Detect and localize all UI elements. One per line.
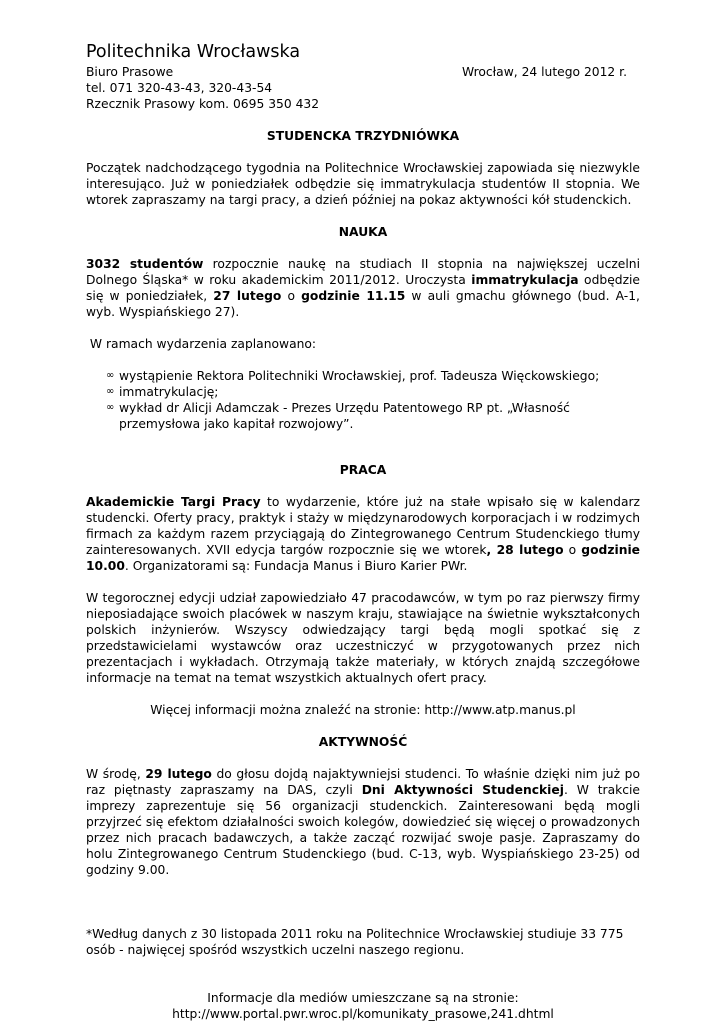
organization-name: Politechnika Wrocławska — [86, 42, 301, 62]
bold-text: Dni Aktywności Studenckiej — [361, 783, 564, 797]
document-title: STUDENCKA TRZYDNIÓWKA — [266, 129, 460, 143]
bold-text: godzinie 10.00 — [86, 543, 641, 573]
bold-text: immatrykulacja — [471, 273, 579, 287]
bold-text: godzinie 11.15 — [301, 289, 406, 303]
bold-text: 29 lutego — [145, 767, 212, 781]
bold-text: , 28 lutego — [486, 543, 564, 557]
bold-text: 3032 studentów — [86, 257, 204, 271]
spokesman-contact: Rzecznik Prasowy kom. 0695 350 432 — [86, 97, 320, 111]
praca-paragraph-2: W tegorocznej edycji udział zapowiedziało 47 pracodawców, w tym po raz pierwszy firmy nieposiadające swoich placówek w naszym kraju, stawiające na świetnie wykształconych polskich inżynierów. Wszyscy odwiedzający targi będą mogli spotkać się z przedstawicielami wystawców oraz uczestniczyć w przygotowanych przez nich prezentacjach i wykładach. Otrzymają także materiały, w których znajdą szczegółowe informacje na temat na temat wszystkich aktualnych ofert pracy. — [86, 591, 640, 685]
phone-numbers: tel. 071 320-43-43, 320-43-54 — [86, 81, 273, 95]
press-office: Biuro Prasowe — [86, 65, 174, 79]
more-info-link: Więcej informacji można znaleźć na stronie: http://www.atp.manus.pl — [150, 703, 576, 717]
section-heading-praca: PRACA — [339, 463, 387, 477]
event-list — [86, 368, 640, 432]
bold-text: 27 lutego — [213, 289, 282, 303]
infinity-bullet-icon: ∞ — [106, 402, 115, 413]
aktywnosc-paragraph: W środę, 29 lutego do głosu dojdą najaktywniejsi studenci. To właśnie dzięki nim już po raz piętnasty zapraszamy na DAS, czyli Dni Aktywności Studenckiej. W trakcie imprezy zaprezentuje się 56 organizacji studenckich. Zainteresowani będą mogli przyjrzeć się efektom działalności swoich kolegów, dowiedzieć się więcej o prowadzonych przez nich pracach badawczych, a także zacząć rozwijać swoje pasje. Zapraszamy do holu Zintegrowanego Centrum Studenckiego (bud. C-13, wyb. Wyspiańskiego 23-25) od godziny 9.00. — [86, 767, 640, 877]
bold-text: Akademickie Targi Pracy — [86, 495, 261, 509]
press-release — [86, 40, 640, 1022]
list-item: ∞ wykład dr Alicji Adamczak - Prezes Urzędu Patentowego RP pt. „Własność przemysłowa jako kapitał rozwojowy”. — [106, 401, 570, 431]
list-item: ∞ wystąpienie Rektora Politechniki Wrocławskiej, prof. Tadeusza Więckowskiego; — [106, 369, 600, 383]
section-heading-nauka: NAUKA — [338, 225, 388, 239]
section-heading-aktywnosc: AKTYWNOŚĆ — [318, 735, 408, 749]
footer-url: http://www.portal.pwr.wroc.pl/komunikaty_prasowe,241.dhtml — [172, 1007, 554, 1021]
list-item: ∞ immatrykulację; — [106, 385, 219, 399]
infinity-bullet-icon: ∞ — [106, 386, 115, 397]
infinity-bullet-icon: ∞ — [106, 370, 115, 381]
letterhead — [86, 64, 640, 112]
footnote: *Według danych z 30 listopada 2011 roku na Politechnice Wrocławskiej studiuje 33 775 osób - najwięcej spośród wszystkich uczelni naszego regionu. — [86, 927, 624, 957]
nauka-paragraph: 3032 studentów rozpocznie naukę na studiach II stopnia na największej uczelni Dolnego Śląska* w roku akademickim 2011/2012. Uroczysta immatrykulacja odbędzie się w poniedziałek, 27 lutego o godzinie 11.15 w auli gmachu głównego (bud. A-1, wyb. Wyspiańskiego 27). — [86, 257, 640, 319]
nauka-lead: W ramach wydarzenia zaplanowano: — [86, 337, 317, 351]
intro-paragraph: Początek nadchodzącego tygodnia na Politechnice Wrocławskiej zapowiada się niezwykle interesująco. Już w poniedziałek odbędzie się immatrykulacja studentów II stopnia. We wtorek zapraszamy na targi pracy, a dzień później na pokaz aktywności kół studenckich. — [86, 161, 640, 207]
footer-line-1: Informacje dla mediów umieszczane są na stronie: — [207, 991, 519, 1005]
date-place: Wrocław, 24 lutego 2012 r. — [461, 65, 627, 79]
praca-paragraph-1: Akademickie Targi Pracy to wydarzenie, które już na stałe wpisało się w kalendarz studencki. Oferty pracy, praktyk i staży w międzynarodowych korporacjach i w rodzimych firmach za każdym razem przyciągają do Zintegrowanego Centrum Studenckiego tłumy zainteresowanych. XVII edycja targów rozpocznie się we wtorek, 28 lutego o godzinie 10.00. Organizatorami są: Fundacja Manus i Biuro Karier PWr. — [86, 495, 641, 573]
